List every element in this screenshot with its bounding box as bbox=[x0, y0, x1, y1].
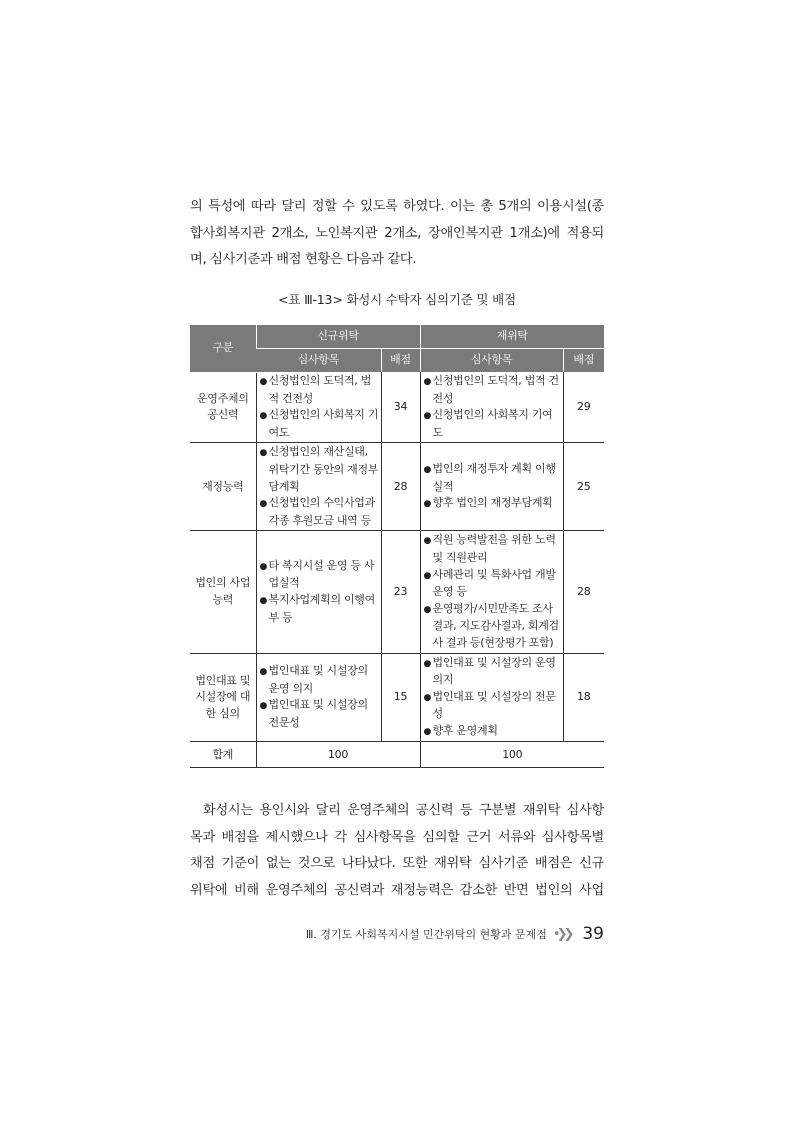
body-line: 채점 기준이 없는 것으로 나타났다. 또한 재위탁 심사기준 배점은 신규 bbox=[190, 856, 604, 871]
double-chevron-right-icon: •❯❯ bbox=[552, 926, 571, 942]
criteria-item bbox=[260, 558, 379, 592]
criteria-item-text: 향후 운영계획 bbox=[432, 723, 498, 737]
header-new-items: 심사항목 bbox=[256, 349, 381, 373]
criteria-items bbox=[420, 372, 563, 443]
criteria-item-text: 운영평가/시민만족도 조사결과, 지도감사결과, 회계검사 결과 등(현장평가 포함) bbox=[432, 601, 559, 649]
intro-line: 합사회복지관 2개소, 노인복지관 2개소, 장애인복지관 1개소)에 적용되 bbox=[190, 225, 604, 241]
criteria-item bbox=[424, 601, 561, 652]
row-category: 재정능력 bbox=[190, 443, 256, 531]
running-title: Ⅲ. 경기도 사회복지시설 민간위탁의 현황과 문제점 bbox=[305, 928, 547, 941]
bullet-icon: ● bbox=[423, 604, 432, 615]
criteria-items bbox=[256, 372, 381, 443]
criteria-item bbox=[260, 495, 379, 529]
renew-score: 25 bbox=[563, 443, 604, 531]
intro-paragraph bbox=[190, 194, 604, 274]
criteria-item-text: 법인대표 및 시설장의 운영 의지 bbox=[432, 655, 556, 687]
table-body bbox=[190, 372, 604, 768]
criteria-item-text: 신청법인의 도덕적, 법적 건전성 bbox=[268, 374, 372, 405]
table-caption: <표 Ⅲ-13> 화성시 수탁자 심의기준 및 배점 bbox=[278, 292, 516, 307]
criteria-table bbox=[190, 325, 604, 768]
criteria-item bbox=[424, 655, 561, 689]
header-renew-score: 배점 bbox=[563, 349, 604, 373]
criteria-item bbox=[260, 663, 379, 697]
total-renew: 100 bbox=[420, 742, 604, 768]
criteria-item-text: 법인의 재정투자 계획 이행실적 bbox=[432, 461, 556, 493]
page-footer bbox=[306, 924, 604, 944]
criteria-items bbox=[256, 653, 381, 742]
bullet-icon: ● bbox=[259, 701, 268, 712]
table-row bbox=[190, 653, 604, 742]
bullet-icon: ● bbox=[259, 411, 268, 422]
renew-score: 28 bbox=[563, 531, 604, 653]
criteria-item bbox=[424, 689, 561, 723]
body-line: 목과 배점을 제시했으나 각 심사항목을 심의할 근거 서류와 심사항목별 bbox=[190, 829, 604, 845]
table-row bbox=[190, 372, 604, 443]
body-line: 위탁에 비해 운영주체의 공신력과 재정능력은 감소한 반면 법인의 사업 bbox=[190, 882, 604, 898]
criteria-item bbox=[260, 373, 379, 407]
renew-score: 29 bbox=[563, 372, 604, 443]
bullet-icon: ● bbox=[423, 658, 432, 669]
bullet-icon: ● bbox=[423, 726, 432, 737]
new-score: 23 bbox=[381, 531, 420, 653]
criteria-item-text: 직원 능력발전을 위한 노력 및 직원관리 bbox=[432, 533, 556, 564]
body-paragraph bbox=[190, 798, 604, 904]
total-label: 합계 bbox=[190, 742, 256, 768]
criteria-item-text: 신청법인의 수익사업과 각종 후원모금 내역 등 bbox=[268, 496, 375, 527]
criteria-item bbox=[260, 407, 379, 441]
bullet-icon: ● bbox=[259, 499, 268, 510]
criteria-item bbox=[424, 373, 561, 407]
bullet-icon: ● bbox=[423, 464, 432, 475]
criteria-items bbox=[420, 443, 563, 531]
bullet-icon: ● bbox=[423, 377, 432, 387]
bullet-icon: ● bbox=[259, 561, 268, 572]
header-renew: 재위탁 bbox=[420, 325, 604, 349]
bullet-icon: ● bbox=[259, 595, 268, 606]
criteria-item bbox=[424, 723, 561, 741]
intro-line: 의 특성에 따라 달리 정할 수 있도록 하였다. 이는 총 5개의 이용시설(종 bbox=[190, 199, 604, 214]
criteria-item bbox=[424, 567, 561, 601]
body-line: 화성시는 용인시와 달리 운영주체의 공신력 등 구분별 재위탁 심사항 bbox=[203, 803, 604, 818]
criteria-item-text: 신청법인의 도덕적, 법적 건전성 bbox=[432, 374, 559, 405]
intro-line: 며, 심사기준과 배점 현황은 다음과 같다. bbox=[190, 252, 417, 267]
criteria-item bbox=[424, 461, 561, 495]
bullet-icon: ● bbox=[423, 411, 432, 422]
criteria-item-text: 향후 법인의 재정부담계획 bbox=[432, 496, 553, 510]
table-row bbox=[190, 531, 604, 653]
criteria-item-text: 법인대표 및 시설장의 운영 의지 bbox=[268, 664, 368, 695]
criteria-item-text: 타 복지시설 운영 등 사업실적 bbox=[268, 558, 375, 590]
header-renew-items: 심사항목 bbox=[420, 349, 563, 373]
bullet-icon: ● bbox=[423, 499, 432, 510]
criteria-item bbox=[424, 407, 561, 441]
table-row bbox=[190, 443, 604, 531]
bullet-icon: ● bbox=[259, 377, 268, 387]
criteria-items bbox=[420, 653, 563, 742]
row-category: 법인대표 및 시설장에 대한 심의 bbox=[190, 653, 256, 742]
header-new: 신규위탁 bbox=[256, 325, 420, 349]
criteria-items bbox=[256, 531, 381, 653]
total-new: 100 bbox=[256, 742, 420, 768]
criteria-item-text: 신청법인의 사회복지 기여도 bbox=[432, 408, 553, 439]
total-row bbox=[190, 742, 604, 768]
criteria-items bbox=[256, 443, 381, 531]
criteria-item bbox=[260, 697, 379, 731]
criteria-item-text: 신청법인의 사회복지 기여도 bbox=[268, 408, 379, 439]
new-score: 15 bbox=[381, 653, 420, 742]
row-category: 법인의 사업능력 bbox=[190, 531, 256, 653]
bullet-icon: ● bbox=[259, 448, 268, 459]
renew-score: 18 bbox=[563, 653, 604, 742]
header-new-score: 배점 bbox=[381, 349, 420, 373]
criteria-item-text: 법인대표 및 시설장의 전문성 bbox=[268, 698, 368, 730]
criteria-item bbox=[424, 495, 561, 513]
page-number: 39 bbox=[582, 924, 604, 944]
criteria-item bbox=[424, 532, 561, 566]
bullet-icon: ● bbox=[423, 570, 432, 581]
bullet-icon: ● bbox=[423, 692, 432, 703]
criteria-item-text: 복지사업계획의 이행여부 등 bbox=[268, 592, 375, 624]
new-score: 28 bbox=[381, 443, 420, 531]
criteria-items bbox=[420, 531, 563, 653]
new-score: 34 bbox=[381, 372, 420, 443]
header-category: 구분 bbox=[190, 325, 256, 372]
criteria-item-text: 신청법인의 재산실태, 위탁기간 동안의 재정부담계획 bbox=[268, 445, 379, 493]
row-category: 운영주체의 공신력 bbox=[190, 372, 256, 443]
bullet-icon: ● bbox=[423, 536, 432, 547]
criteria-item-text: 법인대표 및 시설장의 전문성 bbox=[432, 689, 556, 721]
criteria-item-text: 사례관리 및 특화사업 개발 운영 등 bbox=[432, 567, 556, 599]
bullet-icon: ● bbox=[259, 667, 268, 678]
criteria-item bbox=[260, 444, 379, 495]
criteria-item bbox=[260, 592, 379, 626]
